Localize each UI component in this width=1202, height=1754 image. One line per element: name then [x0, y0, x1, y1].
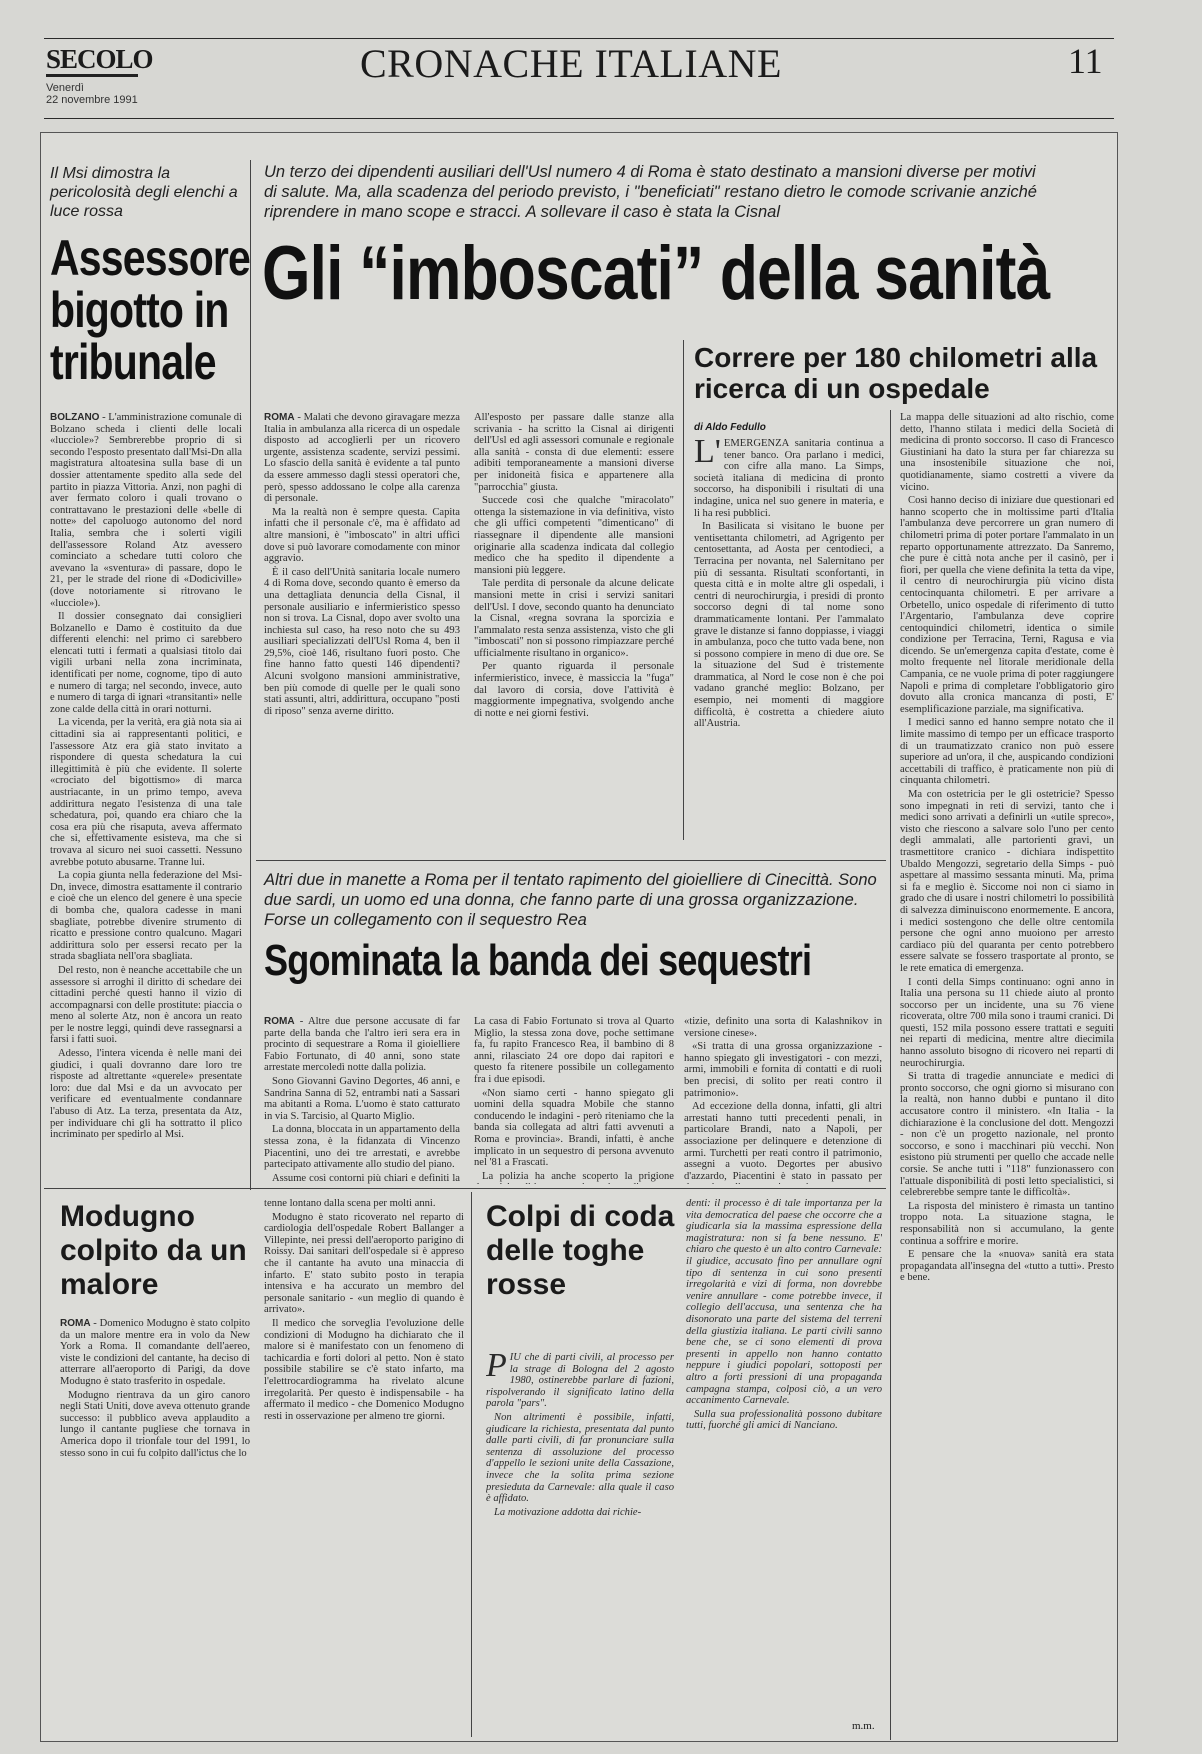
left-article-kicker: Il Msi dimostra la pericolosità degli elenchi a luce rossa [50, 165, 238, 220]
left-article-paragraph: La vicenda, per la verità, era già nota sia ai cittadini sia ai rappresentanti politici, e l'assessore Atz era già stato invitato a rispondere di questa schedatura la cui illegittimità è più che evidente. Il solerte «crociato del bigottismo» di marca austriacante, in un primo tempo, aveva addirittura negato l'esistenza di una tale schedatura, poi, quando era chiaro che la cosa era più che risaputa, aveva affermato che si, effettivamente esisteva, ma che si trovava al sicuro nei suoi cassetti. Nessuno avrebbe potuto abusarne. Tranne lui. [50, 717, 242, 868]
left-article-paragraph: Adesso, l'intera vicenda è nelle mani dei giudici, i quali dovranno dare loro tre risposte ad altrettante «querele» presentate loro: due dal Msi e da un avvocato per verificare ed eventualmente condannare l'abuso di Atz. La terza, presentata da Atz, per individuare chi gli ha sottratto il plico incriminato per spedirlo al Msi. [50, 1048, 242, 1141]
toghe-article-headline: Colpi di coda delle toghe rosse [486, 1200, 675, 1301]
toghe-article-paragraph: Non altrimenti è possibile, infatti, giudicare la richiesta, presentata dal punto dalle parti civili, di far pronunciare sulla sentenza di assoluzione del processo d'appello le sezioni unite della Cassazione, invece che la solita prima sezione presieduta da Carnevale: alla quale il caso è affidato. [486, 1411, 674, 1505]
left-article-paragraph: Del resto, non è neanche accettabile che un assessore si arroghi il diritto di schedare dei cittadini perché questi hanno il vizio di accompagnarsi con delle prostitute: piaccia o meno al solerte Atz, non è ancora un reato per le nostre leggi, quindi deve rassegnarsi a farsi i fatti suoi. [50, 964, 242, 1046]
header-bottom-rule [44, 118, 1114, 119]
kidnap-article-paragraph: «Si tratta di una grossa organizzazione - hanno spiegato gli investigatori - con mezzi, armi, immobili e fornita di contatti e di ruoli ben precisi, di solito per reati contro il patrimonio». [684, 1041, 882, 1099]
kidnap-article-paragraph: Assume così contorni più chiari e definiti la [272, 1172, 460, 1184]
toghe-article-column-1 [486, 1352, 674, 1736]
toghe-article-paragraph: denti: il processo è di tale importanza per la vita democratica del paese che occorre che a giudicarla sia la massima espressione della magistratura: non si fa bene nessuno. E' chiaro che questo è un alto contro Carnevale: il giudice, accusato fino per annullare ogni tipo di sentenza in cui sono presenti irregolarità e vizi di forma, non dovrebbe venire annullare - come potrebbe invece, il collegio dell'accusa, una sentenza che ha disonorato una parte del sistema del terreni della giustizia italiana. Le parti civili sanno bene che, se ci sono elementi di prova presenti in appello non hanno contatto neppure i giudici popolari, sottoposti per altro a forti pressioni di una propaganda campagna stampa, colposi ciò, a un vero accanimento Carnevale. [686, 1198, 882, 1407]
kidnap-article-paragraph: La polizia ha anche scoperto la prigione [482, 1170, 674, 1182]
modugno-article-column-1 [60, 1318, 250, 1736]
side-article-paragraph: E pensare che la «nuova» sanità era stata propagandata all'insegna del «tutto a tutti». Presto e bene. [900, 1249, 1114, 1284]
left-article-paragraph: La copia giunta nella federazione del Msi-Dn, invece, dimostra esattamente il contrario e cioè che un elenco del genere è una specie di bomba che, qualora cadesse in mani sbagliate, potrebbe divenire strumento di ricatto e pressione contro qualcuno. Magari addirittura solo per essersi recato per la strada sbagliata nell'ora sbagliata. [50, 870, 242, 963]
kidnap-article-kicker: Altri due in manette a Roma per il tentato rapimento del gioielliere di Cinecittà. Sono due sardi, un uomo ed una donna, che fanno parte di una grossa organizzazione. Forse un collegamento con il sequestro Rea [264, 871, 877, 929]
kidnap-article-headline: Sgominata la banda dei sequestri [264, 936, 812, 985]
kidnap-article-paragraph: «tizie, definito una sorta di Kalashnikov in versione cinese». [684, 1016, 882, 1039]
kidnap-article-paragraph: La casa di Fabio Fortunato si trova al Quarto Miglio, la stessa zona dove, poche settimane fa, fu rapito Francesco Rea, il bambino di 8 anni, rilasciato 24 ore dopo dai rapitori e questo fa ritenere possibile un collegamento fra i due episodi. [474, 1016, 674, 1085]
kidnap-article-paragraph: «Non siamo certi - hanno spiegato gli uomini della squadra Mobile che stanno conducendo le indagini - però riteniamo che la banda sia collegata ad altri fatti avvenuti a Roma e provincia». Brandi, infatti, è anche implicato in un sequestro di persona avvenuto nel '81 a Frascati. [474, 1087, 674, 1169]
modugno-article-column-2 [264, 1198, 464, 1736]
side-article-paragraph: I medici sanno ed hanno sempre notato che il limite massimo di tempo per un efficace trasporto di un traumatizzato cranico non può essere superiore ad un'ora, il che, auspicando condizioni accettabili di traffico, è praticamente non più di cinquanta chilometri. [900, 717, 1114, 787]
toghe-article-paragraph: Sulla sua professionalità possono dubitare tutti, fuorché gli amici di Nanciano. [686, 1408, 882, 1432]
main-article-paragraph: - Malati che devono giravagare mezza Italia in ambulanza alla ricerca di un ospedale disposto ad accoglierli per un ricovero urgente, assistenza scadente, servizi pessimi. Lo sfascio della sanità è evidente a tal punto da essere ammesso dagli stessi operatori che, però, spesso addossano le colpe alla carenza di personale. [264, 412, 460, 505]
left-article-headline: Assessore bigotto in tribunale [50, 230, 251, 390]
modugno-article-paragraph: Modugno è stato ricoverato nel reparto di cardiologia dell'ospedale Robert Ballanger a Villepinte, nei pressi dell'aeroporto parigino di Roissy. Dai sanitari dell'ospedale si è appreso che il cantante ha avuto una minaccia di infarto. E' stato subito posto in terapia intensiva e ha accurato un membro del personale sanitario - «un meglio di quando è arrivato». [264, 1211, 464, 1316]
modugno-article-paragraph: Il medico che sorveglia l'evoluzione delle condizioni di Modugno ha dichiarato che il malore si è manifestato con un fenomeno di tachicardia e forti dolori al petto. Non è stato possibile stabilire se c'è stato infarto, ma l'elettrocardiogramma ha rivelato alcune irregolarità. Per questo è indispensabile - ha affermato il medico - che Domenico Modugno resti in osservazione per almeno tre giorni. [264, 1317, 464, 1422]
side-article-paragraph: Ma con ostetricia per le gli ostetricie? Spesso sono impegnati in reti di servizi, tanto che i medici sono arrivati a definirli un «utile spreco», visto che riescono a salvare solo l'uno per cento degli ammalati, alle partorienti gravi, un trasmettitore cranico - dichiara indispettito Ubaldo Mengozzi, segretario della Simps - può aspettare al massimo sessanta minuti. Ma, prima si fa e meglio è. Siccome noi non ci siamo in grado che di usare i nostri chilometri lo possibilità di salvezza diminuiscono enormemente. E ancora, i medici sostengono che delle oltre centomila persone che ogni anno muoiono per arresto cardiaco più del quaranta per cento potrebbero essere salvate se fossero trasportate al pronto, se le rete ematica di emergenza. [900, 789, 1114, 974]
main-article-kicker: Un terzo dei dipendenti ausiliari dell'Usl numero 4 di Roma è stato destinato a mansioni diverse per motivi di salute. Ma, alla scadenza del periodo previsto, i "beneficiati" restano dietro le comode scrivanie anziché riprendere in mano scope e stracci. A sollevare il caso è stata la Cisnal [264, 163, 1037, 221]
side-article-headline: Correre per 180 chilometri alla ricerca di un ospedale [694, 342, 1098, 404]
main-article-paragraph: Succede così che qualche "miracolato" ottenga la sistemazione in via definitiva, visto che gli uffici competenti "dimenticano" di riassegnare il dipendente alle mansioni originarie alla scadenza indicata dal collegio medico che ha spedito il dipendente a mansioni più leggere. [474, 495, 674, 576]
modugno-article-headline: Modugno colpito da un malore [60, 1200, 247, 1301]
kidnap-article-column-3 [684, 1016, 882, 1184]
toghe-article-paragraph: La motivazione addotta dai richie- [494, 1506, 642, 1518]
modugno-article-lead: ROMA [60, 1318, 91, 1329]
side-article-paragraph: I conti della Simps continuano: ogni anno in Italia una persona su 11 chiede aiuto al pronto soccorso per un incidente, una su 76 viene ricoverata, oltre 700 mila sono i traumi cranici. Di questi, 152 mila possono essere trattati e seguiti nei reparti di medicina, mentre altre diecimila hanno assoluto bisogno di ricovero nei reparti di neurochirurgia. [900, 976, 1114, 1069]
toghe-article-dropcap: P [486, 1352, 507, 1384]
side-article-column-1 [694, 438, 884, 838]
section-title: CRONACHE ITALIANE [360, 41, 782, 86]
bottom-modugno-rule [471, 1192, 472, 1737]
modugno-article-paragraph: tenne lontano dalla scena per molti anni. [264, 1198, 436, 1209]
dateline [46, 82, 138, 106]
kidnap-top-rule [256, 860, 886, 861]
side-right-rule [890, 410, 891, 1740]
dateline-day: Venerdì [46, 82, 84, 94]
modugno-article-paragraph: - Domenico Modugno è stato colpito da un malore mentre era in volo da New York a Roma. Il comandante dell'aereo, viste le condizioni del cantante, ha deciso di atterrare all'aeroporto di Parigi, da dove Modugno è stato trasferito in ospedale. [60, 1318, 250, 1387]
side-article-byline: di Aldo Fedullo [694, 422, 766, 433]
dateline-date: 22 novembre 1991 [46, 94, 138, 106]
bottom-section-rule [44, 1188, 886, 1189]
header-top-rule [44, 38, 1114, 39]
main-article-column-2 [474, 412, 674, 832]
toghe-article-paragraph: IU che di parti civili, al processo per la strage di Bologna del 2 agosto 1980, ostinerebbe parlare di fazioni, rispolverando il significato latino della parola "pars". [486, 1352, 674, 1410]
side-article-paragraph: EMERGENZA sanitaria continua a tener banco. Ora parlano i medici, con cifre alla mano. La Simps, società italiana di medicina di pronto soccorso, ha disponibili i risultati di una indagine, unica nel suo genere in materia, e li ha resi pubblici. [694, 438, 884, 519]
side-article-column-2 [900, 412, 1114, 1737]
side-article-paragraph: Si tratta di tragedie annunciate e medici di pronto soccorso, che ogni giorno si misurano con la realtà, non hanno dubbi e puntano il dito accusatore contro il ministero. «In Italia - la dichiarazione è la conclusione del dott. Mengozzi - non c'è un progetto nazionale, nel pronto soccorso, e sono i macchinari più vecchi. Non esistono più strumenti per quello che accade nelle corsie. Se anche tutti i "118" funzionassero con l'attuale disponibilità di posti letto specialistici, si celebrerebbe sempre tante le difficoltà». [900, 1071, 1114, 1199]
kidnap-article-paragraph: Sono Giovanni Gavino Degortes, 46 anni, e Sandrina Sanna di 52, entrambi nati a Sassari ma abitanti a Roma. L'uomo è stato catturato in via S. Tarcisio, al Quarto Miglio. [264, 1075, 460, 1122]
kidnap-article-paragraph: - Altre due persone accusate di far parte della banda che l'altro ieri sera era in procinto di sequestrare a Roma il gioielliere Fabio Fortunato, di 40 anni, sono state arrestate mercoledì notte dalla polizia. [264, 1016, 460, 1074]
main-article-column-1 [264, 412, 460, 832]
left-article-paragraph: - L'amministrazione comunale di Bolzano scheda i clienti delle locali «lucciole»? Sembrerebbe proprio di sì secondo l'esposto presentato dall'Msi-Dn alla magistratura altoatesina sulla base di un dossier attentamente spedito alla sede del partito in piazza Vittoria. Anzi, non paghi di aver fermato coloro i quali trovano o contrattavano le prestazioni delle «belle di notte» del capoluogo autonomo del nord Italia, sembra che i solerti vigili dell'assessore Roland Atz avessero cominciato a schedare tutti coloro che avevano la «sventura» di passare, dopo le 21, per le strade del rione di «Dodiciville» (dove notoriamente si ritrovano le «lucciole»). [50, 412, 242, 609]
kidnap-article-column-1 [264, 1016, 460, 1184]
toghe-article-column-2 [686, 1198, 882, 1718]
page-number: 11 [1068, 41, 1103, 81]
toghe-article-signature: m.m. [852, 1720, 875, 1732]
side-article-paragraph: Così hanno deciso di iniziare due questionari ed hanno scoperto che in moltissime parti d'Italia l'ambulanza deve percorrere un gran numero di chilometri prima di poter portare l'ammalato in un reparto opportunamente attrezzato. Da Sanremo, che pure è città nota anche per il casinò, per i fiori, per quella che viene definita la tetta da vipe, il centro di neurochirurgia più vicino dista centocinquanta chilometri. E per arrivare a Orbetello, unico ospedale di riferimento di tutto l'Argentario, l'ambulanza deve coprire centoquindici chilometri, identica o simile condizione per Terracina, Terni, Ragusa e via dicendo. Se un'emergenza capita d'estate, come è molto frequente nel litorale meridionale della Campania, ce ne vuole prima di poter raggiungere Napoli e prima di completare l'obbligatorio giro dovuto alla cronica mancanza di posti, E' esemplificazione parziale, ma significativa. [900, 495, 1114, 715]
main-article-paragraph: È il caso dell'Unità sanitaria locale numero 4 di Roma dove, secondo quanto è emerso da una dettagliata denuncia della Cisnal, il personale ausiliario e infermieristico spesso non si trova. La Cisnal, dopo aver svolto una inchiesta sul caso, ha reso noto che su 493 ausiliari specializzati dell'Usl Roma 4, ben il 29,5%, cioè 146, risultano fuori posto. Che fine hanno fatto questi 146 dipendenti? Alcuni svolgono mansioni amministrative, ben più comode di quelle per le quali sono stati assunti, altri, addirittura, occupano "posti di riposo" senza averne diritto. [264, 566, 460, 717]
left-article-lead: BOLZANO [50, 412, 100, 423]
masthead-underline [46, 74, 138, 77]
kidnap-article-column-2 [474, 1016, 674, 1184]
masthead-logo: SECOLO [46, 44, 153, 74]
kidnap-article-paragraph: La donna, bloccata in un appartamento della stessa zona, è la fidanzata di Vincenzo Piacentini, uno dei tre arrestati, e avrebbe partecipato attivamente allo studio del piano. [264, 1124, 460, 1171]
side-article-paragraph: La risposta del ministero è rimasta un tantino troppo nota. La situazione stagna, le responsabilità non si accumulano, la gente continua a soffrire e morire. [900, 1200, 1114, 1247]
side-article-left-rule [683, 340, 684, 840]
kidnap-article-paragraph: Ad eccezione della donna, infatti, gli altri arrestati hanno tutti precedenti penali, in particolare Brandi, nato a Napoli, per associazione per delinquere e detenzione di armi. Turchetti per reati contro il patrimonio, assegni a vuoto. Degortes per abusivo d'azzardo, Piacentini è stato in passato per [684, 1101, 882, 1182]
side-article-paragraph: In Basilicata si visitano le buone per ventisettanta chilometri, ad Agrigento per centosettanta, ad Aosta per centodieci, a Terracina per novanta, nel Salernitano per più di sessanta. Risultati sconfortanti, in questa città e in molte altre gli ospedali, i centri di neurochirurgia, i presidi di pronto soccorso degni di tal nome sono drammaticamente lontani. Per l'ammalato grave le distanze si fanno doppiasse, i viaggi in ambulanza, poco che tutto vada bene, non si possono compiere in meno di due ore. Se la situazione del Sud è tristemente drammatica, al Nord le cose non è che poi vadano granché meglio: Bolzano, per esempio, nei momenti di maggiore difficoltà, è costretta a chiedere aiuto all'Austria. [694, 521, 884, 730]
main-article-headline: Gli “imboscati” della sanità [262, 231, 1050, 316]
left-article-body [50, 412, 242, 1184]
main-article-paragraph: Tale perdita di personale da alcune delicate mansioni mette in crisi i servizi sanitari dell'Usl. I dove, secondo quanto ha denunciato la Cisnal, «regna sovrana la sporcizia e l'ammalato resta senza assistenza, visto che gli "imboscati" non si possono rimpiazzare perché ufficialmente risultano in organico». [474, 578, 674, 659]
kidnap-article-lead: ROMA [264, 1016, 295, 1027]
left-article-paragraph: Il dossier consegnato dai consiglieri Bolzanello e Damo è costituito da due differenti elenchi: nel primo ci sarebbero elencati tutti i fermati a qualsiasi titolo dai vigili urbani nella zona incriminata, identificati per nome, cognome, tipo di auto e numero di targa; nel secondo, invece, auto e numero di targa di ignari «transitanti» nelle zone calde della città in orari notturni. [50, 611, 242, 715]
main-article-paragraph: Ma la realtà non è sempre questa. Capita infatti che il personale c'è, ma è affidato ad altre mansioni, è "imboscato" in altri uffici dove si può lavorare comodamente con minor aggravio. [264, 506, 460, 565]
side-article-paragraph: La mappa delle situazioni ad alto rischio, come detto, l'hanno stilata i medici della Società di medicina di pronto soccorso. Il caso di Francesco Giustiniani ha dato la stura per far chiarezza su una insostenibile situazione che noi, quotidianamente, siamo costretti a vivere da vicino. [900, 412, 1114, 493]
left-column-rule [250, 160, 251, 1190]
main-article-paragraph: Per quanto riguarda il personale infermieristico, invece, è massiccia la "fuga" dal lavoro di corsia, dove l'attività è maggiormente impegnativa, svolgendo anche di notte e nei giorni festivi. [474, 661, 674, 719]
modugno-article-paragraph: Modugno rientrava da un giro canoro negli Stati Uniti, dove aveva ottenuto grande successo: il pubblico aveva applaudito a lungo il cantante pugliese che tornava in America dopo il trionfale tour del 1991, lo stesso sono in cui fu colpito dall'ictus che lo [60, 1389, 250, 1459]
main-article-paragraph: All'esposto per passare dalle stanze alla scrivania - ha scritto la Cisnal ai dirigenti dell'Usl ed agli assessori comunale e regionale alla sanità - consta di due elementi: essere adibiti temporaneamente a mansioni diverse per inidoneità fisica e appartenere alla "parrocchia" giusta. [474, 412, 674, 493]
main-article-lead: ROMA [264, 412, 295, 423]
side-article-dropcap: L' [694, 438, 721, 470]
